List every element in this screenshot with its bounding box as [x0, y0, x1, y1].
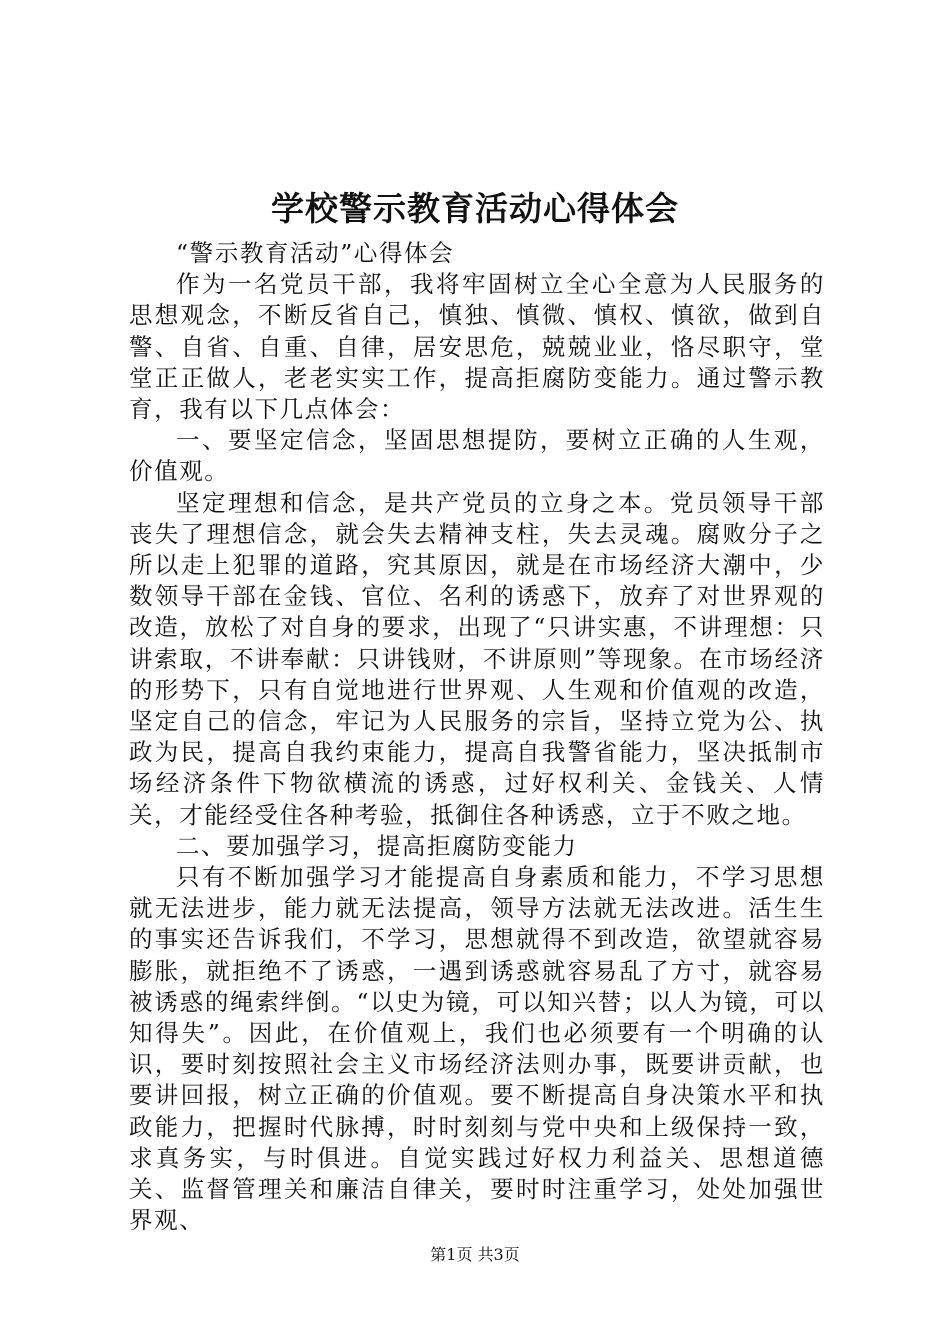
page-footer: 第1页 共3页	[430, 1245, 520, 1264]
intro-paragraph: 作为一名党员干部，我将牢固树立全心全意为人民服务的思想观念，不断反省自己，慎独、慎微、慎权、慎欲，做到自警、自省、自重、自律，居安思危，兢兢业业，恪尽职守，堂堂正正做人，老老实实工作，提高拒腐防变能力。通过警示教育，我有以下几点体会：	[129, 270, 825, 424]
section-heading-2: 二、要加强学习，提高拒腐防变能力	[176, 831, 578, 860]
body-paragraph-2: 只有不断加强学习才能提高自身素质和能力，不学习思想就无法进步，能力就无法提高，领导方法就无法改进。活生生的事实还告诉我们，不学习，思想就得不到改造，欲望就容易膨胀，就拒绝不了诱惑，一遇到诱惑就容易乱了方寸，就容易被诱惑的绳索绊倒。“以史为镜，可以知兴替；以人为镜，可以知得失”。因此，在价值观上，我们也必须要有一个明确的认识，要时刻按照社会主义市场经济法则办事，既要讲贡献，也要讲回报，树立正确的价值观。要不断提高自身决策水平和执政能力，把握时代脉搏，时时刻刻与党中央和上级保持一致，求真务实，与时俱进。自觉实践过好权力利益关、思想道德关、监督管理关和廉洁自律关，要时时注重学习，处处加强世界观、	[129, 863, 825, 1235]
document-title: 学校警示教育活动心得体会	[271, 189, 679, 228]
section-heading-1: 一、要坚定信念，坚固思想提防，要树立正确的人生观，价值观。	[129, 426, 825, 486]
document-body	[129, 238, 825, 1237]
subtitle-paragraph: “警示教育活动”心得体会	[176, 239, 455, 267]
body-paragraph-1: 坚定理想和信念，是共产党员的立身之本。党员领导干部丧失了理想信念，就会失去精神支柱，失去灵魂。腐败分子之所以走上犯罪的道路，究其原因，就是在市场经济大潮中，少数领导干部在金钱、官位、名利的诱惑下，放弃了对世界观的改造，放松了对自身的要求，出现了“只讲实惠，不讲理想：只讲索取，不讲奉献：只讲钱财，不讲原则”等现象。在市场经济的形势下，只有自觉地进行世界观、人生观和价值观的改造，坚定自己的信念，牢记为人民服务的宗旨，坚持立党为公、执政为民，提高自我约束能力，提高自我警省能力，坚决抵制市场经济条件下物欲横流的诱惑，过好权利关、金钱关、人情关，才能经受住各种考验，抵御住各种诱惑，立于不败之地。	[129, 488, 825, 829]
